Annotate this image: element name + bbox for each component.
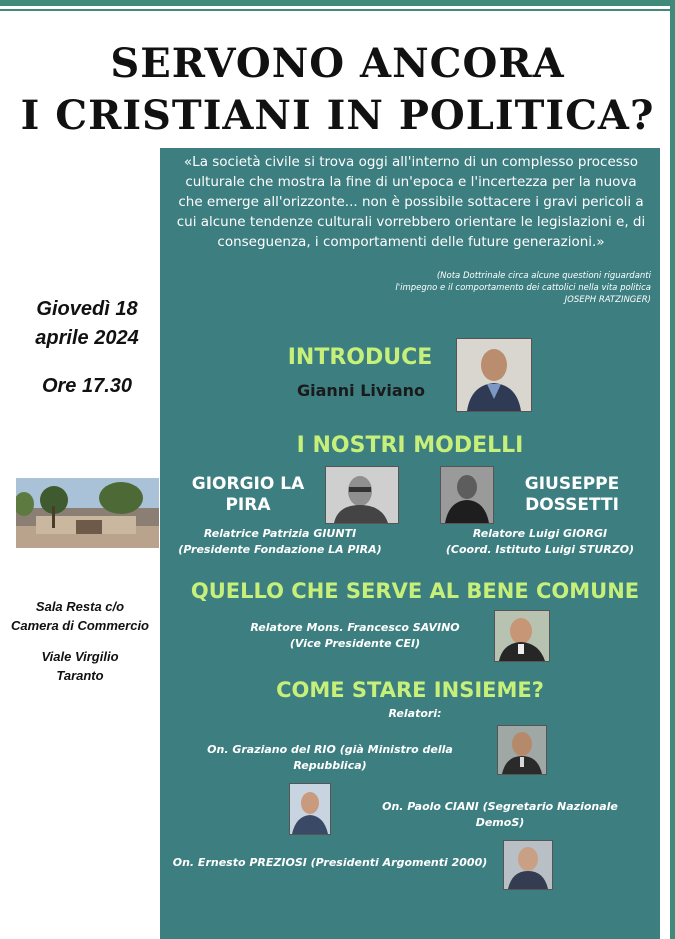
dossetti-name-line-1: GIUSEPPE bbox=[524, 474, 620, 494]
venue-name bbox=[0, 597, 160, 635]
quote-source-line-3: JOSEPH RATZINGER) bbox=[564, 295, 651, 305]
introduce-name: Gianni Liviano bbox=[296, 381, 426, 400]
savino-speaker-line-2: (Vice Presidente CEI) bbox=[289, 637, 421, 650]
models-heading: I NOSTRI MODELLI bbox=[296, 433, 524, 458]
photo-giuseppe-dossetti bbox=[440, 466, 494, 524]
ratzinger-quote: «La società civile si trova oggi all'interno di un complesso processo culturale che mostra la fine di un'epoca e l'incertezza per la nuova che emerge all'orizzonte... non è possibile sottacere i gravi pericoli a cui alcune tendenze culturali vorrebbero orientare le legislazioni e, di conseguenza, i comportamenti delle future generazioni.» bbox=[176, 154, 646, 250]
dossetti-speaker-line-1: Relatore Luigi GIORGI bbox=[472, 527, 608, 540]
photo-paolo-ciani bbox=[289, 783, 331, 835]
quote-source bbox=[321, 270, 651, 306]
title-line-1: SERVONO ANCORA bbox=[110, 40, 565, 87]
title-line-2: I CRISTIANI IN POLITICA? bbox=[20, 92, 655, 139]
insieme-heading: COME STARE INSIEME? bbox=[276, 678, 544, 702]
venue-line-3: Viale Virgilio bbox=[41, 649, 119, 664]
pira-speaker-line-1: Relatrice Patrizia GIUNTI bbox=[203, 527, 357, 540]
dossetti-speaker bbox=[440, 526, 640, 558]
pira-name-line-1: GIORGIO LA bbox=[191, 474, 305, 494]
venue-line-1: Sala Resta c/o bbox=[35, 599, 125, 614]
introduce-heading: INTRODUCE bbox=[287, 345, 433, 370]
top-border-line bbox=[0, 9, 675, 11]
delrio-speaker: On. Graziano del RIO (già Ministro della Repubblica) bbox=[207, 743, 453, 772]
quote-source-line-2: l'impegno e il comportamento dei cattolici nella vita politica bbox=[395, 283, 651, 293]
relatori-label: Relatori: bbox=[388, 707, 442, 720]
pira-name-line-2: PIRA bbox=[225, 495, 271, 515]
savino-speaker-line-1: Relatore Mons. Francesco SAVINO bbox=[250, 621, 460, 634]
photo-francesco-savino bbox=[494, 610, 550, 662]
savino-speaker bbox=[240, 620, 470, 652]
preziosi-speaker: On. Ernesto PREZIOSI (Presidenti Argomenti 2000) bbox=[172, 856, 488, 869]
photo-giorgio-la-pira bbox=[325, 466, 399, 524]
pira-speaker-line-2: (Presidente Fondazione LA PIRA) bbox=[178, 543, 382, 556]
venue-line-2: Camera di Commercio bbox=[11, 618, 149, 633]
ciani-speaker: On. Paolo CIANI (Segretario Nazionale DemoS) bbox=[382, 800, 618, 829]
event-time: Ore 17.30 bbox=[41, 375, 133, 397]
dossetti-speaker-line-2: (Coord. Istituto Luigi STURZO) bbox=[445, 543, 635, 556]
right-border bbox=[670, 0, 675, 939]
bene-comune-heading: QUELLO CHE SERVE AL BENE COMUNE bbox=[190, 579, 640, 603]
dossetti-name-line-2: DOSSETTI bbox=[525, 495, 619, 515]
photo-graziano-delrio bbox=[497, 725, 547, 775]
venue-line-4: Taranto bbox=[56, 668, 104, 683]
quote-source-line-1: (Nota Dottrinale circa alcune questioni riguardanti bbox=[436, 271, 651, 281]
photo-gianni-liviano bbox=[456, 338, 532, 412]
pira-name bbox=[186, 474, 310, 516]
event-date-day: Giovedì 18 bbox=[36, 298, 138, 320]
venue-address bbox=[0, 647, 160, 685]
top-border bbox=[0, 0, 675, 6]
photo-ernesto-preziosi bbox=[503, 840, 553, 890]
venue-photo bbox=[16, 478, 159, 548]
event-date-month: aprile 2024 bbox=[35, 327, 139, 349]
pira-speaker bbox=[170, 526, 390, 558]
dossetti-name bbox=[508, 474, 636, 516]
